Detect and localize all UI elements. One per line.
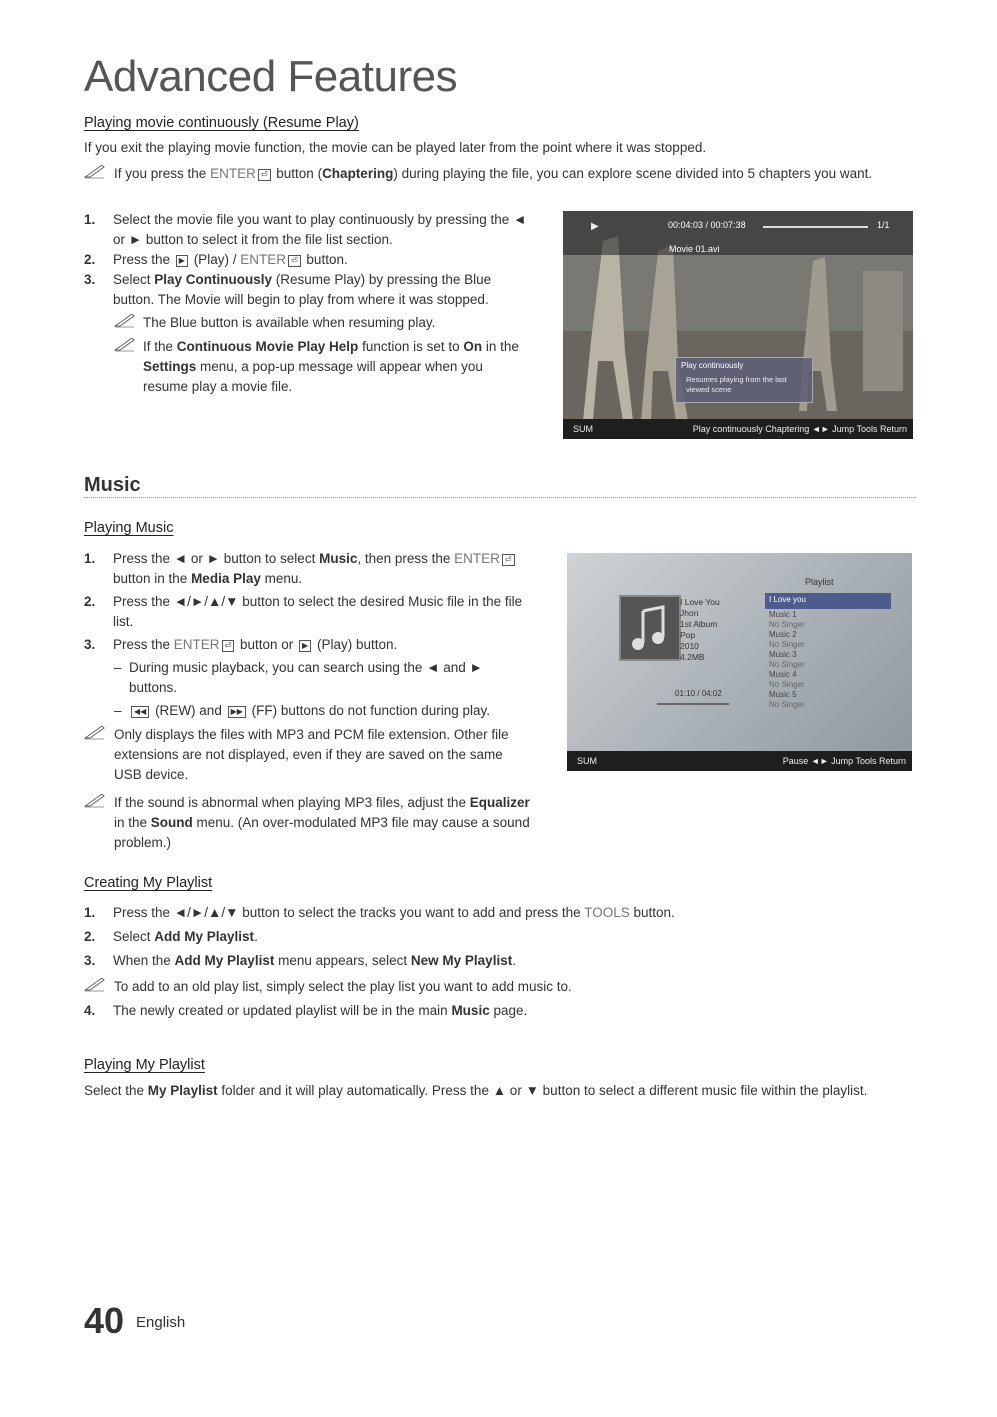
enter-button-icon: ⏎ [288, 255, 301, 267]
page-number: 40 [84, 1300, 125, 1341]
play-indicator-icon: ▶ [591, 221, 599, 232]
creating-playlist-heading: Creating My Playlist [84, 875, 213, 891]
create-note: To add to an old play list, simply select the play list you want to add music to. [84, 977, 914, 997]
music-step-2: 2. Press the ◄/►/▲/▼ button to select the desired Music file in the file list. [84, 594, 523, 629]
enter-button-icon: ⏎ [258, 169, 271, 181]
play-button-icon: ▶ [299, 640, 311, 652]
popup-body: Resumes playing from the last viewed scene [686, 375, 787, 394]
music-step-1: 1. Press the ◄ or ► button to select Music, then press the ENTER ⏎ button in the Media Play menu. [84, 549, 534, 589]
resume-step-2: 2. Press the ▶ (Play) / ENTER ⏎ button. [84, 252, 348, 267]
track-artist: No Singer [769, 700, 805, 709]
playlist-label: Playlist [805, 577, 834, 587]
resume-play-heading: Playing movie continuously (Resume Play) [84, 115, 359, 131]
playing-music-heading: Playing Music [84, 520, 174, 536]
note-pencil-icon [84, 794, 106, 814]
resume-step-1: 1. Select the movie file you want to play continuously by pressing the ◄ or ► button to select it from the file list section. [84, 212, 527, 247]
movie-time: 00:04:03 / 00:07:38 [668, 220, 746, 230]
playlist-panel [765, 593, 891, 757]
playing-playlist-text: Select the My Playlist folder and it will play automatically. Press the ▲ or ▼ button to select a different music file within the playlist. [84, 1083, 868, 1098]
music-dash-1: – During music playback, you can search using the ◄ and ► buttons. [114, 660, 483, 695]
note-pencil-icon [84, 165, 106, 185]
play-button-icon: ▶ [176, 255, 188, 267]
resume-steps [84, 210, 530, 397]
resume-intro: If you exit the playing movie function, the movie can be played later from the point where it was stopped. [84, 140, 707, 155]
rew-button-icon: ◀◀ [131, 706, 149, 718]
track-info: I Love You Jhon 1st Album Pop 2010 4.2MB [680, 597, 720, 662]
popup-title: Play continuously [681, 361, 744, 370]
resume-note-blue: The Blue button is available when resuming play. [84, 313, 530, 333]
section-divider [84, 497, 916, 500]
create-step-1: 1. Press the ◄/►/▲/▼ button to select the tracks you want to add and press the TOOLS button. [84, 905, 675, 920]
ff-button-icon: ▶▶ [228, 706, 246, 718]
movie-control-bar [563, 419, 913, 439]
bar-right-hints: Play continuously Chaptering ◄► Jump Tools Return [692, 424, 907, 434]
track-artist: No Singer [769, 620, 805, 629]
playlist-track[interactable]: Music 1 [769, 610, 797, 619]
playlist-track[interactable]: Music 5 [769, 690, 797, 699]
music-dash-2: – ◀◀ (REW) and ▶▶ (FF) buttons do not function during play. [114, 703, 491, 718]
resume-note-chaptering: If you press the ENTER ⏎ button (Chaptering) during playing the file, you can explore scene divided into 5 chapters you want. [84, 164, 944, 184]
playing-playlist-heading: Playing My Playlist [84, 1057, 205, 1073]
track-artist: No Singer [769, 660, 805, 669]
music-step-3: 3. Press the ENTER ⏎ button or ▶ (Play) button. [84, 637, 398, 652]
music-note-sound: If the sound is abnormal when playing MP3 files, adjust the Equalizer in the Sound menu. (An over-modulated MP3 file may cause a sound problem.) [84, 793, 534, 853]
movie-resume-screenshot [563, 211, 913, 439]
note-pencil-icon [84, 978, 106, 998]
movie-filename: Movie 01.avi [669, 244, 720, 254]
music-control-bar [567, 751, 912, 771]
music-section-heading: Music [84, 474, 141, 496]
bar-left-label: SUM [577, 756, 597, 766]
movie-counter: 1/1 [877, 220, 890, 230]
resume-popup[interactable] [675, 357, 813, 403]
playing-music-steps [84, 549, 534, 853]
enter-button-icon: ⏎ [222, 640, 235, 652]
create-step-2: 2. Select Add My Playlist. [84, 929, 258, 944]
resume-note-help: If the Continuous Movie Play Help function is set to On in the Settings menu, a pop-up message will appear when you resume play a movie file. [84, 337, 530, 397]
note-pencil-icon [84, 726, 106, 746]
track-artist: No Singer [769, 640, 805, 649]
album-art-icon [619, 595, 681, 661]
note-pencil-icon [114, 338, 136, 358]
movie-progress-bar [763, 226, 868, 228]
track-artist: No Singer [769, 680, 805, 689]
enter-button-icon: ⏎ [502, 554, 515, 566]
bar-left-label: SUM [573, 424, 593, 434]
create-step-4: 4. The newly created or updated playlist will be in the main Music page. [84, 1003, 528, 1018]
page-language: English [136, 1314, 186, 1331]
note-pencil-icon [114, 314, 136, 334]
playlist-track-selected[interactable]: I Love you [765, 593, 891, 609]
creating-playlist-steps [84, 903, 914, 1021]
music-time: 01:10 / 04:02 [675, 689, 722, 698]
create-step-3: 3. When the Add My Playlist menu appears, select New My Playlist. [84, 953, 516, 968]
playlist-track[interactable]: Music 2 [769, 630, 797, 639]
bar-right-hints: Pause ◄► Jump Tools Return [782, 756, 906, 766]
playlist-track[interactable]: Music 4 [769, 670, 797, 679]
page-title: Advanced Features [84, 52, 458, 101]
music-note-extensions: Only displays the files with MP3 and PCM file extension. Other file extensions are not displayed, even if they are saved on the same USB device. [84, 725, 534, 785]
music-player-screenshot [567, 553, 912, 771]
music-progress-bar [657, 703, 729, 705]
playlist-track[interactable]: Music 3 [769, 650, 797, 659]
resume-step-3: 3. Select Play Continuously (Resume Play) by pressing the Blue button. The Movie will begin to play from where it was stopped. [84, 272, 492, 307]
